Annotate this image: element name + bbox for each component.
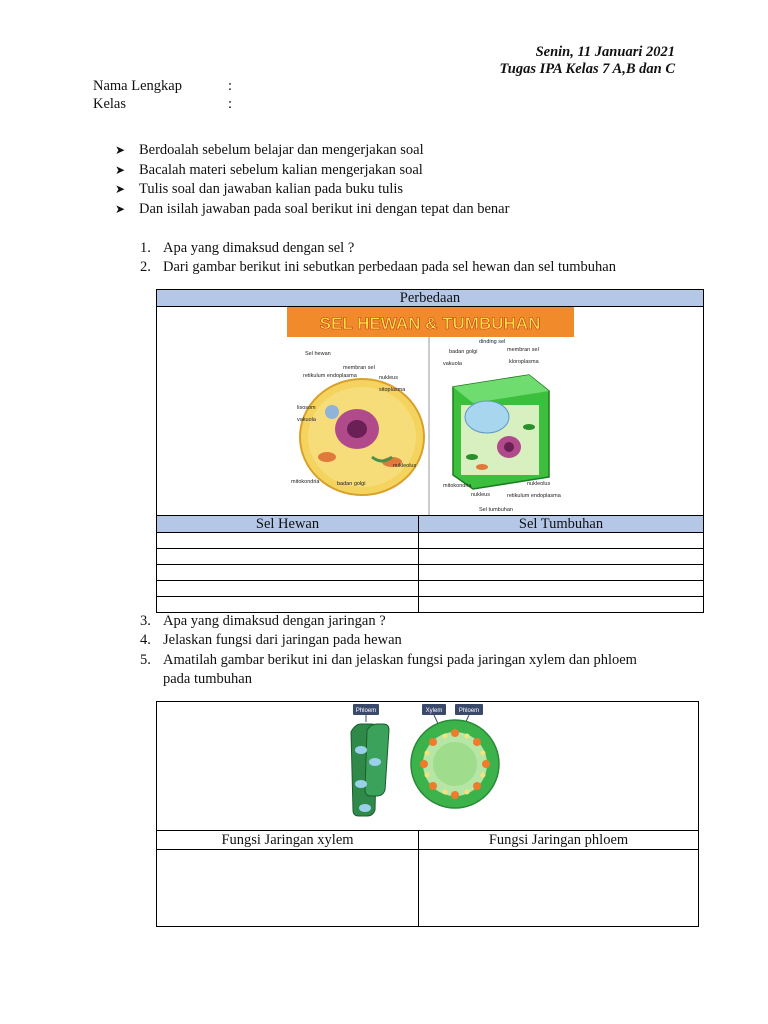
arrow-bullet-icon: ➤ — [115, 162, 126, 177]
svg-text:badan golgi: badan golgi — [337, 481, 366, 487]
svg-text:dinding sel: dinding sel — [479, 339, 506, 345]
list-item: ➤ Dan isilah jawaban pada soal berikut ini dengan tepat dan benar — [115, 200, 509, 220]
answer-cell-xylem[interactable] — [157, 850, 419, 927]
svg-text:vakuola: vakuola — [297, 417, 316, 423]
cell-diagram-image — [157, 307, 703, 515]
tissue-diagram-image — [157, 702, 698, 830]
answer-cell-phloem[interactable] — [419, 850, 699, 927]
svg-text:kloroplasma: kloroplasma — [509, 359, 539, 365]
answer-cell[interactable] — [419, 581, 704, 597]
assignment-heading: Tugas IPA Kelas 7 A,B dan C — [499, 61, 675, 77]
svg-text:retikulum endoplasma: retikulum endoplasma — [303, 373, 357, 379]
svg-text:Phloem: Phloem — [458, 708, 480, 714]
svg-text:Phloem: Phloem — [355, 708, 377, 714]
answer-cell[interactable] — [419, 565, 704, 581]
svg-text:sitoplasma: sitoplasma — [379, 387, 406, 393]
svg-text:lisosom: lisosom — [297, 405, 316, 411]
answer-cell[interactable] — [157, 533, 419, 549]
column-header-plant-cell: Sel Tumbuhan — [419, 516, 704, 533]
field-label-name: Nama Lengkap — [93, 78, 182, 94]
arrow-bullet-icon: ➤ — [115, 201, 126, 216]
field-label-class: Kelas — [93, 96, 127, 112]
arrow-bullet-icon: ➤ — [115, 143, 126, 157]
plant-cell-icon — [453, 375, 549, 489]
svg-text:mitokondria: mitokondria — [443, 483, 472, 489]
answer-cell[interactable] — [157, 565, 419, 581]
svg-text:nukleus: nukleus — [379, 375, 398, 381]
cell-difference-table — [156, 289, 704, 613]
answer-cell[interactable] — [419, 597, 704, 613]
instruction-list — [115, 141, 509, 219]
svg-text:nukleolus: nukleolus — [527, 481, 551, 487]
answer-cell[interactable] — [157, 581, 419, 597]
table-header: Perbedaan — [157, 290, 704, 307]
svg-text:mitokondria: mitokondria — [291, 479, 320, 485]
cell-diagram-cell — [157, 307, 704, 516]
svg-text:membran sel: membran sel — [507, 347, 539, 353]
answer-cell[interactable] — [419, 549, 704, 565]
svg-text:Xylem: Xylem — [425, 708, 443, 714]
arrow-bullet-icon: ➤ — [115, 182, 126, 197]
list-item: ➤ Bacalah materi sebelum kalian mengerjakan soal — [115, 161, 509, 181]
svg-text:vakuola: vakuola — [443, 361, 462, 367]
svg-text:nukleus: nukleus — [471, 492, 490, 498]
svg-text:Sel hewan: Sel hewan — [305, 351, 331, 357]
column-header-animal-cell: Sel Hewan — [157, 516, 419, 533]
svg-text:nukleolus: nukleolus — [393, 463, 417, 469]
tissue-diagram-cell — [157, 702, 699, 831]
answer-cell[interactable] — [157, 549, 419, 565]
list-item: ➤ Berdoalah sebelum belajar dan mengerjakan soal — [115, 141, 509, 161]
answer-cell[interactable] — [157, 597, 419, 613]
list-item: ➤ Tulis soal dan jawaban kalian pada buku tulis — [115, 180, 509, 200]
diagram-banner: SEL HEWAN & TUMBUHAN — [319, 314, 541, 333]
svg-text:retikulum endoplasma: retikulum endoplasma — [507, 493, 561, 499]
stem-cross-section-icon — [411, 704, 499, 808]
tissue-function-table — [156, 701, 699, 927]
field-colon-class: : — [228, 96, 233, 112]
date-heading: Senin, 11 Januari 2021 — [535, 44, 675, 60]
svg-text:membran sel: membran sel — [343, 365, 375, 371]
field-colon-name: : — [228, 78, 233, 94]
answer-cell[interactable] — [419, 533, 704, 549]
column-header-xylem: Fungsi Jaringan xylem — [157, 831, 419, 850]
svg-text:Sel tumbuhan: Sel tumbuhan — [479, 507, 513, 513]
svg-text:badan golgi: badan golgi — [449, 349, 478, 355]
question-5-continued: pada tumbuhan — [163, 671, 252, 687]
column-header-phloem: Fungsi Jaringan phloem — [419, 831, 699, 850]
phloem-strand-icon — [351, 704, 389, 816]
animal-cell-icon — [300, 379, 424, 495]
